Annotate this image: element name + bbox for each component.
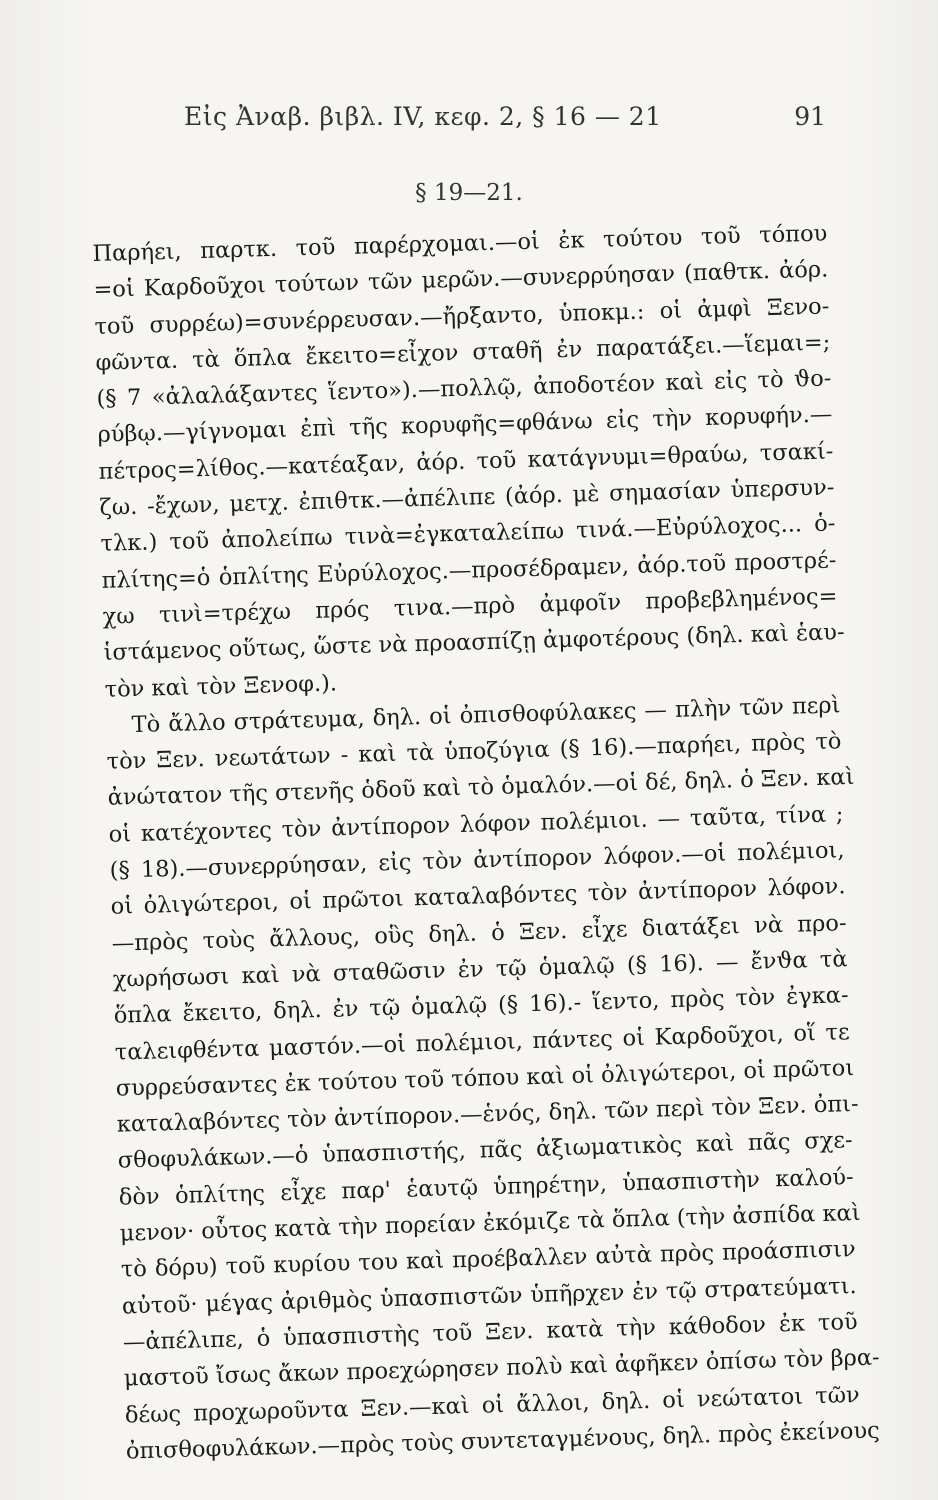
text-line: καταλαβόντες τὸν ἀντίπορον.—ἑνός, δηλ. τῶν περὶ τὸν Ξεν. ὀπι- [116, 1091, 859, 1138]
text-line: τὸν καὶ τὸν Ξενοφ.). [104, 669, 338, 703]
text-line: οἱ κατέχοντες τὸν ἀντίπορον λόφον πολέμιοι. — ταῦτα, τίνα ; [108, 800, 844, 848]
text-line: Τὸ ἄλλο στράτευμα, δηλ. οἱ ὀπισθοφύλακες — πλὴν τῶν περὶ [131, 692, 841, 738]
running-title: Εἰς Ἀναβ. βιβλ. IV, κεφ. 2, § 16 — 21 [184, 102, 662, 131]
text-line: —ἀπέλιπε, ὁ ὑπασπιστὴς τοῦ Ξεν. κατὰ τὴν κάθοδον ἐκ τοῦ [122, 1308, 858, 1356]
text-line: συρρεύσαντες ἐκ τούτου τοῦ τόπου καὶ οἱ ὀλιγώτεροι, οἱ πρῶτοι [115, 1054, 855, 1102]
text-line: ἀνώτατον τῆς στενῆς ὁδοῦ καὶ τὸ ὁμαλόν.—οἱ δέ, δηλ. ὁ Ξεν. καὶ [107, 764, 855, 812]
text-line: (§ 7 «ἀλαλάξαντες ἵεντο»).—πολλῷ, ἀποδοτέον καὶ εἰς τὸ ϑο- [96, 365, 832, 413]
text-line: πλίτης=ὁ ὁπλίτης Εὐρύλοχος.—προσέδραμεν, ἀόρ.τοῦ προστρέ- [101, 547, 837, 594]
text-line: δέως προχωροῦντα Ξεν.—καὶ οἱ ἄλλοι, δηλ. οἱ νεώτατοι τῶν [124, 1381, 861, 1429]
text-line: αὐτοῦ· μέγας ἀριθμὸς ὑπασπιστῶν ὑπῆρχεν ἐν τῷ στρατεύματι. [121, 1272, 857, 1320]
text-line: ρύβῳ.—γίγνομαι ἐπὶ τῆς κορυφῆς=φθάνω εἰς τὴν κορυφήν.— [97, 401, 833, 449]
text-line: μαστοῦ ἴσως ἄκων προεχώρησεν πολὺ καὶ ἀφῆκεν ὀπίσω τὸν βρα- [123, 1344, 880, 1392]
text-line: τλκ.) τοῦ ἀπολείπω τινὰ=ἐγκαταλείπω τινά.—Εὐρύλοχος... ὁ- [100, 510, 836, 558]
text-line: τοῦ συρρέω)=συνέρρευσαν.—ἤρξαντο, ὑποκμ.: οἱ ἀμφὶ Ξενο- [94, 293, 830, 340]
text-line: οἱ ὀλιγώτεροι, οἱ πρῶτοι καταλαβόντες τὸν ἀντίπορον λόφον. [110, 873, 846, 921]
text-line: =οἱ Καρδοῦχοι τούτων τῶν μερῶν.—συνερρύησαν (παθτκ. ἀόρ. [93, 256, 829, 304]
text-line: ὀπισθοφυλάκων.—πρὸς τοὺς συντεταγμένους, δηλ. πρὸς ἐκείνους [125, 1417, 881, 1465]
text-line: ἱστάμενος οὕτως, ὥστε νὰ προασπίζῃ ἀμφοτέρους (δηλ. καὶ ἑαυ- [103, 619, 845, 667]
text-line: χωρήσωσι καὶ νὰ σταθῶσιν ἐν τῷ ὁμαλῷ (§ 16). — ἔνϑα τὰ [112, 946, 848, 993]
text-line: τὸν Ξεν. νεωτάτων - καὶ τὰ ὑποζύγια (§ 16).—παρήει, πρὸς τὸ [106, 728, 842, 775]
running-header [96, 102, 826, 142]
page-number: 91 [794, 102, 826, 131]
text-line: ταλειφθέντα μαστόν.—οἱ πολέμιοι, πάντες οἱ Καρδοῦχοι, οἵ τε [114, 1018, 850, 1066]
commentary-text [92, 215, 881, 1469]
text-line: (§ 18).—συνερρύησαν, εἰς τὸν ἀντίπορον λόφον.—οἱ πολέμιοι, [109, 837, 845, 884]
text-line: δὸν ὁπλίτης εἶχε παρ' ἑαυτῷ ὑπηρέτην, ὑπασπιστὴν καλού- [118, 1163, 854, 1211]
text-line: Παρήει, παρτκ. τοῦ παρέρχομαι.—οἱ ἐκ τούτου τοῦ τόπου [92, 220, 828, 267]
text-line: φῶντα. τὰ ὅπλα ἔκειτο=εἶχον σταθῆ ἐν παρατάξει.—ἵεμαι=; [95, 329, 831, 376]
text-line: τὸ δόρυ) τοῦ κυρίου του καὶ προέβαλλεν αὐτὰ πρὸς προάσπισιν [120, 1236, 856, 1283]
section-heading: § 19—21. [415, 180, 523, 206]
text-line: —πρὸς τοὺς ἄλλους, οὓς δηλ. ὁ Ξεν. εἶχε διατάξει νὰ προ- [111, 909, 847, 957]
text-line: χω τινὶ=τρέχω πρός τινα.—πρὸ ἀμφοῖν προβεβλημένος= [102, 583, 838, 630]
text-line: μενον· οὗτος κατὰ τὴν πορείαν ἐκόμιζε τὰ ὅπλα (τὴν ἀσπίδα καὶ [119, 1199, 861, 1247]
text-line: πέτρος=λίθος.—κατέαξαν, ἀόρ. τοῦ κατάγνυμι=θραύω, τσακί- [98, 438, 834, 485]
text-line: ζω. -ἔχων, μετχ. ἐπιθτκ.—ἀπέλιπε (ἀόρ. μὲ σημασίαν ὑπερσυν- [99, 474, 835, 521]
text-line: σθοφυλάκων.—ὁ ὑπασπιστής, πᾶς ἀξιωματικὸς καὶ πᾶς σχε- [117, 1127, 853, 1175]
text-line: ὅπλα ἔκειτο, δηλ. ἐν τῷ ὁμαλῷ (§ 16).- ἵεντο, πρὸς τὸν ἐγκα- [113, 982, 849, 1029]
